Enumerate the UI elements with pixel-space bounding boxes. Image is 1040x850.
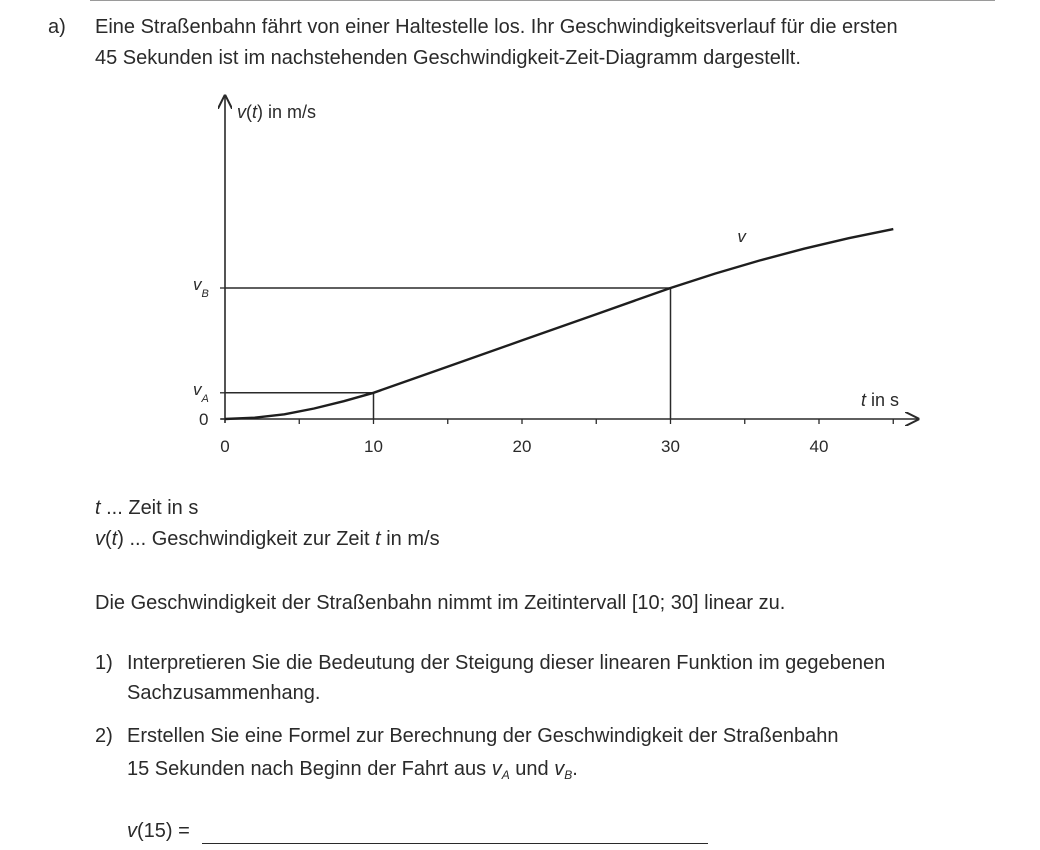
x-axis-label (861, 390, 899, 410)
y-axis-label (237, 102, 316, 122)
task-label: a) (48, 16, 66, 38)
intro-line-2: 45 Sekunden ist im nachstehenden Geschwindigkeit-Zeit-Diagramm dargestellt. (95, 47, 801, 69)
y-label-t: t (252, 102, 258, 122)
y-label-paren-close: ) (257, 102, 264, 122)
q2-vB-sub: B (564, 768, 573, 782)
x-tick-label: 40 (809, 437, 829, 456)
legend-v-t: t (111, 528, 118, 550)
y-label-v: v (237, 102, 246, 122)
answer-rest: (15) = (137, 820, 190, 842)
legend-v-symbol: v (95, 528, 105, 550)
x-tick-label: 10 (364, 437, 383, 456)
question-1-number: 1) (95, 652, 113, 674)
legend-t-text: ... Zeit in s (100, 497, 199, 519)
q2-vA: v (491, 758, 502, 780)
q2-text: 15 Sekunden nach Beginn der Fahrt aus (127, 758, 492, 780)
y-tick-label: 0 (199, 410, 209, 429)
velocity-curve (225, 229, 893, 419)
intro-line-1: Eine Straßenbahn fährt von einer Haltestelle los. Ihr Geschwindigkeitsverlauf für die ersten (95, 16, 898, 38)
y-ticks (193, 275, 225, 429)
legend-t-symbol: t (95, 497, 101, 519)
legend-v-paren-close: ) (117, 528, 124, 550)
legend-t (95, 493, 198, 523)
question-2-number: 2) (95, 725, 113, 747)
statement: Die Geschwindigkeit der Straßenbahn nimmt im Zeitintervall [10; 30] linear zu. (95, 592, 786, 614)
x-tick-label: 30 (661, 437, 680, 456)
curve-label-v: v (737, 227, 746, 247)
legend-v-paren-open: ( (105, 528, 112, 550)
legend-v-text: ... Geschwindigkeit zur Zeit (123, 528, 376, 550)
q2-vA-sub: A (501, 768, 510, 782)
y-tick-label: $v_B$ (193, 275, 209, 300)
answer-v: v (127, 820, 137, 842)
q2-period: . (572, 758, 578, 780)
y-tick-label: $v_A$ (193, 379, 209, 405)
legend-v-text-t: t (375, 528, 381, 550)
y-label-unit: in m/s (263, 102, 317, 122)
q2-and: und (509, 758, 555, 780)
reference-lines (225, 288, 671, 419)
answer-blank-line[interactable] (202, 843, 708, 844)
question-2-line-1: Erstellen Sie eine Formel zur Berechnung der Geschwindigkeit der Straßenbahn (127, 725, 839, 747)
y-label-paren-open: ( (246, 102, 252, 122)
x-label-unit: in s (866, 390, 900, 410)
x-tick-label: 0 (220, 437, 230, 456)
answer-prefix (127, 816, 190, 846)
x-label-t: t (861, 390, 867, 410)
question-2-line-2 (127, 754, 578, 784)
q2-vB: v (554, 758, 565, 780)
x-ticks (220, 419, 893, 456)
legend-v-text-after: in m/s (380, 528, 440, 550)
question-1-line-2: Sachzusammenhang. (127, 682, 321, 704)
x-tick-label: 20 (512, 437, 532, 456)
question-1-line-1: Interpretieren Sie die Bedeutung der Steigung dieser linearen Funktion im gegebenen (127, 652, 886, 674)
legend-v (95, 524, 440, 554)
